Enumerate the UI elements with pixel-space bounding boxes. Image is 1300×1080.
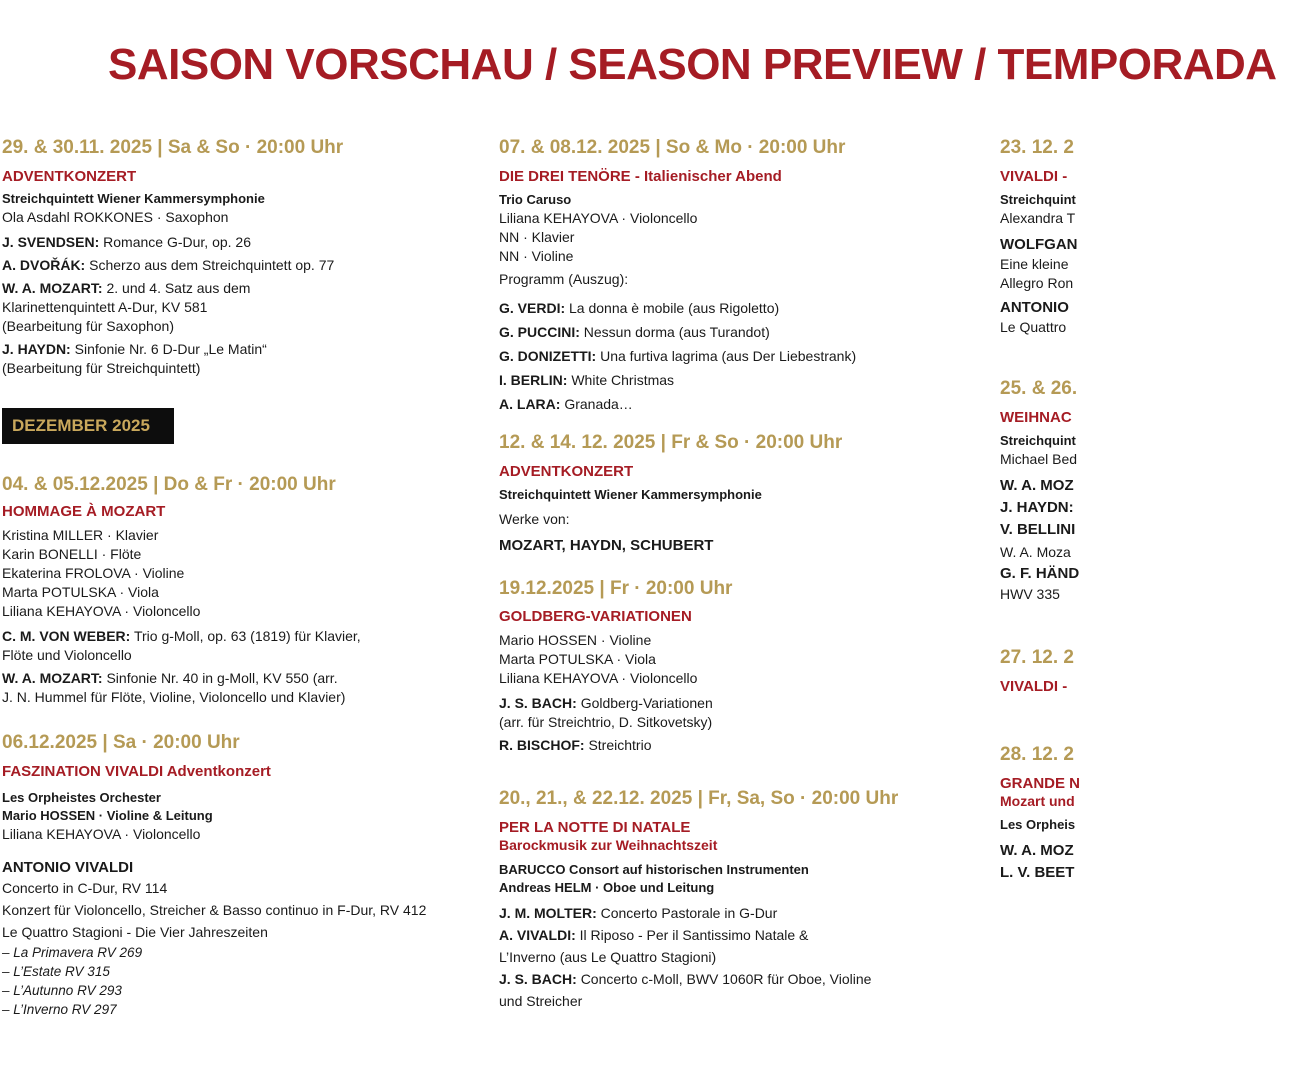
work-title: Romance G-Dur, op. 26 [103, 234, 251, 250]
composer: L. V. BEET [1000, 864, 1075, 881]
work-item [499, 736, 939, 755]
work-item [2, 627, 472, 665]
month-banner: DEZEMBER 2025 [2, 408, 174, 444]
work-title: Granada… [564, 396, 633, 412]
composer-heading: ANTONIO VIVALDI [2, 859, 134, 876]
work-title: Concerto Pastorale in G-Dur [600, 905, 778, 921]
performer: NN · Klavier [499, 229, 575, 245]
event-title: DIE DREI TENÖRE - Italienischer Abend [499, 168, 782, 185]
event-title: HOMMAGE À MOZART [2, 503, 166, 520]
work-item [2, 669, 472, 707]
composer: A. LARA: [499, 396, 561, 412]
performer: Alexandra T [1000, 210, 1076, 226]
event-title: FASZINATION VIVALDI Adventkonzert [2, 763, 271, 780]
event-weihnacht-25-26 [1000, 377, 1300, 604]
work-title: Il Riposo - Per il Santissimo Natale & [579, 927, 809, 943]
event-title: ADVENTKONZERT [499, 463, 634, 480]
work-line: Concerto in C-Dur, RV 114 [2, 880, 168, 896]
event-advent-29-30-nov [2, 136, 472, 378]
composer: W. A. MOZART: [2, 670, 103, 686]
event-per-la-notte [499, 787, 939, 1012]
composer: J. S. BACH: [499, 695, 577, 711]
movement: – La Primavera RV 269 [2, 945, 143, 960]
work-title-cont: J. N. Hummel für Flöte, Violine, Violoncello und Klavier) [2, 689, 346, 705]
event-date: 28. 12. 2 [1000, 744, 1074, 765]
work-title: White Christmas [571, 372, 675, 388]
work-item [499, 370, 939, 390]
event-subtitle: Barockmusik zur Weihnachtszeit [499, 837, 718, 853]
event-title: VIVALDI - [1000, 678, 1068, 695]
event-vivaldi-23-dec [1000, 136, 1300, 337]
event-date: 12. & 14. 12. 2025 | Fr & So · 20:00 Uhr [499, 432, 843, 453]
work-title-cont: und Streicher [499, 993, 583, 1009]
performer: Liliana KEHAYOVA · Violoncello [499, 670, 698, 686]
event-date: 25. & 26. [1000, 378, 1078, 399]
performer: Kristina MILLER · Klavier [2, 527, 159, 543]
work-line: Allegro Ron [1000, 275, 1074, 291]
event-title: ADVENTKONZERT [2, 168, 137, 185]
work-title: Concerto c-Moll, BWV 1060R für Oboe, Violine [580, 971, 872, 987]
work-item [499, 346, 939, 366]
performer: Ekaterina FROLOVA · Violine [2, 565, 185, 581]
ensemble: Andreas HELM · Oboe und Leitung [499, 880, 715, 895]
performer: Mario HOSSEN · Violine [499, 632, 652, 648]
composer: J. HAYDN: [2, 341, 71, 357]
work-title: Una furtiva lagrima (aus Der Liebestrank) [600, 348, 857, 364]
work-title: Trio g-Moll, op. 63 (1819) für Klavier, [133, 628, 361, 644]
composer: J. HAYDN: [1000, 499, 1074, 516]
event-faszination-vivaldi [2, 731, 472, 1019]
work-line: W. A. Moza [1000, 544, 1071, 560]
composer-heading: ANTONIO [1000, 299, 1069, 316]
work-title: Streichtrio [588, 737, 652, 753]
composer-heading: WOLFGAN [1000, 236, 1078, 253]
ensemble: Mario HOSSEN · Violine & Leitung [2, 808, 213, 823]
work-title-cont: Klarinettenquintett A-Dur, KV 581 [2, 299, 208, 315]
composer: W. A. MOZ [1000, 477, 1074, 494]
composer: G. DONIZETTI: [499, 348, 597, 364]
work-item [2, 233, 472, 252]
event-goldberg [499, 577, 939, 755]
ensemble: Les Orpheistes Orchester [2, 790, 161, 805]
work-item [2, 279, 472, 336]
performer: Marta POTULSKA · Viola [499, 651, 656, 667]
work-item [499, 298, 939, 318]
work-line: Le Quattro Stagioni - Die Vier Jahreszeiten [2, 924, 268, 940]
work-line: Eine kleine [1000, 256, 1069, 272]
performer: Liliana KEHAYOVA · Violoncello [499, 210, 698, 226]
movement: – L’Autunno RV 293 [2, 983, 122, 998]
composer: R. BISCHOF: [499, 737, 585, 753]
performer: Marta POTULSKA · Viola [2, 584, 159, 600]
event-vivaldi-27-dec [1000, 646, 1300, 696]
composer: J. S. BACH: [499, 971, 577, 987]
work-note: (Bearbeitung für Saxophon) [2, 318, 174, 334]
work-item [499, 968, 939, 1012]
event-title: WEIHNAC [1000, 409, 1072, 426]
work-title-cont: Flöte und Violoncello [2, 647, 132, 663]
work-line: Le Quattro [1000, 319, 1067, 335]
work-title-cont: L’Inverno (aus Le Quattro Stagioni) [499, 949, 717, 965]
event-title: GRANDE N [1000, 775, 1081, 792]
work-note: (arr. für Streichtrio, D. Sitkovetsky) [499, 714, 713, 730]
work-line: Konzert für Violoncello, Streicher & Basso continuo in F-Dur, RV 412 [2, 902, 427, 918]
event-subtitle: Mozart und [1000, 793, 1075, 809]
composer: J. SVENDSEN: [2, 234, 100, 250]
performer: Liliana KEHAYOVA · Violoncello [2, 603, 201, 619]
work-title: Sinfonie Nr. 6 D-Dur „Le Matin“ [74, 341, 267, 357]
composer: G. VERDI: [499, 300, 566, 316]
column-2 [499, 136, 939, 1012]
movement: – L’Estate RV 315 [2, 964, 110, 979]
work-note: (Bearbeitung für Streichquintett) [2, 360, 201, 376]
composers-list: MOZART, HAYDN, SCHUBERT [499, 537, 714, 554]
program-label: Programm (Auszug): [499, 271, 629, 287]
composer: A. VIVALDI: [499, 927, 576, 943]
ensemble: Streichquintett Wiener Kammersymphonie [499, 487, 762, 502]
event-title: VIVALDI - [1000, 168, 1068, 185]
work-item [2, 256, 472, 275]
event-date: 27. 12. 2 [1000, 647, 1074, 668]
works-label: Werke von: [499, 511, 570, 527]
work-title: Nessun dorma (aus Turandot) [583, 324, 770, 340]
event-date: 19.12.2025 | Fr · 20:00 Uhr [499, 578, 733, 599]
ensemble: BARUCCO Consort auf historischen Instrumenten [499, 862, 809, 877]
event-advent-12-14-dec [499, 431, 939, 556]
work-item [499, 694, 939, 732]
event-drei-tenoere [499, 136, 939, 414]
work-item [499, 924, 939, 968]
event-date: 20., 21., & 22.12. 2025 | Fr, Sa, So · 20:00 Uhr [499, 788, 899, 809]
performer: Ola Asdahl ROKKONES · Saxophon [2, 209, 229, 225]
performer: Karin BONELLI · Flöte [2, 546, 142, 562]
work-item [2, 340, 472, 378]
work-title: Scherzo aus dem Streichquintett op. 77 [89, 257, 335, 273]
event-date: 23. 12. 2 [1000, 137, 1074, 158]
work-item [499, 394, 939, 414]
work-title: La donna è mobile (aus Rigoletto) [569, 300, 780, 316]
performer: Michael Bed [1000, 451, 1078, 467]
performer: NN · Violine [499, 248, 574, 264]
work-item [499, 902, 939, 924]
event-title: GOLDBERG-VARIATIONEN [499, 608, 692, 625]
ensemble: Les Orpheis [1000, 817, 1076, 832]
composer: W. A. MOZ [1000, 842, 1074, 859]
event-date: 29. & 30.11. 2025 | Sa & So · 20:00 Uhr [2, 137, 344, 158]
ensemble: Streichquint [1000, 433, 1076, 448]
event-title: PER LA NOTTE DI NATALE [499, 819, 691, 836]
event-date: 04. & 05.12.2025 | Do & Fr · 20:00 Uhr [2, 474, 336, 495]
column-3 [1000, 136, 1300, 884]
work-item [499, 322, 939, 342]
movement: – L’Inverno RV 297 [2, 1002, 117, 1017]
ensemble: Trio Caruso [499, 192, 572, 207]
composer: V. BELLINI [1000, 521, 1076, 538]
page-title: SAISON VORSCHAU / SEASON PREVIEW / TEMPORADA [108, 40, 1277, 89]
work-title: 2. und 4. Satz aus dem [106, 280, 251, 296]
composer: C. M. VON WEBER: [2, 628, 131, 644]
event-date: 06.12.2025 | Sa · 20:00 Uhr [2, 732, 240, 753]
work-title: Sinfonie Nr. 40 in g-Moll, KV 550 (arr. [106, 670, 338, 686]
column-1 [2, 136, 472, 1019]
work-line: HWV 335 [1000, 586, 1060, 602]
composer: G. F. HÄND [1000, 565, 1080, 582]
ensemble: Streichquint [1000, 192, 1076, 207]
event-grande-28-dec [1000, 743, 1300, 884]
event-date: 07. & 08.12. 2025 | So & Mo · 20:00 Uhr [499, 137, 846, 158]
composer: A. DVOŘÁK: [2, 257, 86, 273]
composer: J. M. MOLTER: [499, 905, 597, 921]
performer: Liliana KEHAYOVA · Violoncello [2, 826, 201, 842]
composer: G. PUCCINI: [499, 324, 580, 340]
ensemble: Streichquintett Wiener Kammersymphonie [2, 191, 265, 206]
event-hommage-mozart [2, 473, 472, 707]
composer: I. BERLIN: [499, 372, 568, 388]
composer: W. A. MOZART: [2, 280, 103, 296]
work-title: Goldberg-Variationen [580, 695, 713, 711]
